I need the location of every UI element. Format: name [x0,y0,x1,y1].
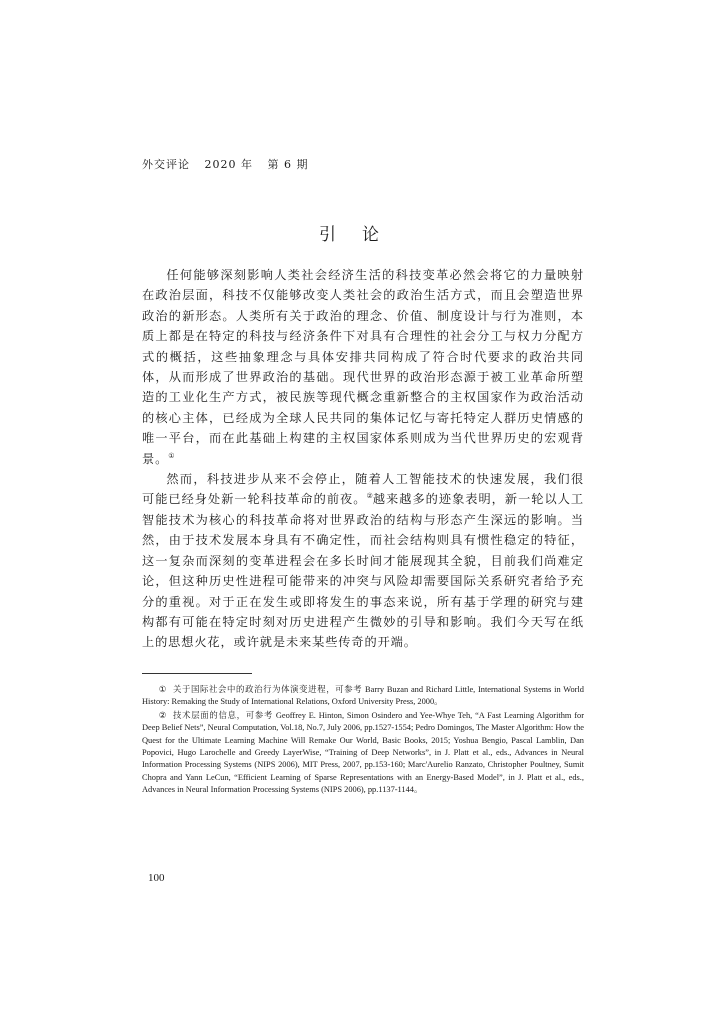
paragraph-2-text-b: 越来越多的迹象表明，新一轮以人工智能技术为核心的科技革命将对世界政治的结构与形态产生深远的影响。当然，由于技术发展本身具有不确定性，而社会结构则具有惯性稳定的特征，这一复杂而深刻的变革进程会在多长时间才能展现其全貌，目前我们尚难定论，但这种历史性进程可能带来的冲突与风险却需要国际关系研究者给予充分的重视。对于正在发生或即将发生的事态来说，所有基于学理的研究与建构都有可能在特定时刻对历史进程产生微妙的引导和影响。我们今天写在纸上的思想火花，或许就是未来某些传奇的开端。 [142,492,584,650]
page-number: 100 [148,872,165,884]
journal-name: 外交评论 [142,158,190,171]
footnote-2 [142,710,584,797]
section-title: 引论 [319,225,405,245]
journal-issue: 第 6 期 [267,158,309,171]
paragraph-2 [142,469,584,653]
main-body [142,265,584,653]
footnote-ref-2[interactable]: ② [366,492,373,501]
footnotes [142,684,584,798]
footnote-1 [142,684,584,709]
footnote-2-text: 技术层面的信息，可参考 Geoffrey E. Hinton, Simon Osindero and Yee-Whye Teh, “A Fast Learning Algorithm for Deep Belief Nets”, Neural Computation, Vol.18, No.7, July 2006, pp.1527-1554; Pedro Domingos, The Master Algorithm: How the Quest for the Ultimate Learning Machine Will Remake Our World, Basic Books, 2015; Yoshua Bengio, Pascal Lamblin, Dan Popovici, Hugo Larochelle and Greedy LayerWise, “Training of Deep Networks”, in J. Platt et al., eds., Advances in Neural Information Processing Systems (NIPS 2006), MIT Press, 2007, pp.153-160; Marc'Aurelio Ranzato, Christopher Poultney, Sumit Chopra and Yann LeCun, “Efficient Learning of Sparse Representations with an Energy-Based Model”, in J. Platt et al., eds., Advances in Neural Information Processing Systems (NIPS 2006), pp.1137-1144。 [142,710,584,795]
footnote-divider [142,673,252,674]
footnote-1-text: 关于国际社会中的政治行为体演变进程，可参考 Barry Buzan and Richard Little, International Systems in World History: Remaking the Study of International Relations, Oxford University Press, 2000。 [142,685,584,707]
journal-year: 2020 年 [204,158,253,171]
footnote-1-mark: ① [158,685,167,694]
footnote-ref-1[interactable]: ① [168,451,175,460]
paragraph-2-text-a: 然而，科技进步从来不会停止，随着人工智能技术的快速发展，我们很可能已经身处新一轮科技革命的前夜。 [142,472,584,507]
paragraph-1 [142,265,584,469]
running-header [142,156,319,172]
footnote-2-mark: ② [158,710,168,720]
paragraph-1-text: 任何能够深刻影响人类社会经济生活的科技变革必然会将它的力量映射在政治层面，科技不仅能够改变人类社会的政治生活方式，而且会塑造世界政治的新形态。人类所有关于政治的理念、价值、制度设计与行为准则，本质上都是在特定的科技与经济条件下对具有合理性的社会分工与权力分配方式的概括，这些抽象理念与具体安排共同构成了符合时代要求的政治共同体，从而形成了世界政治的基础。现代世界的政治形态源于被工业革命所塑造的工业化生产方式，被民族等现代概念重新整合的主权国家作为政治活动的核心主体，已经成为全球人民共同的集体记忆与寄托特定人群历史情感的唯一平台，而在此基础上构建的主权国家体系则成为当代世界历史的宏观背景。 [142,268,584,466]
